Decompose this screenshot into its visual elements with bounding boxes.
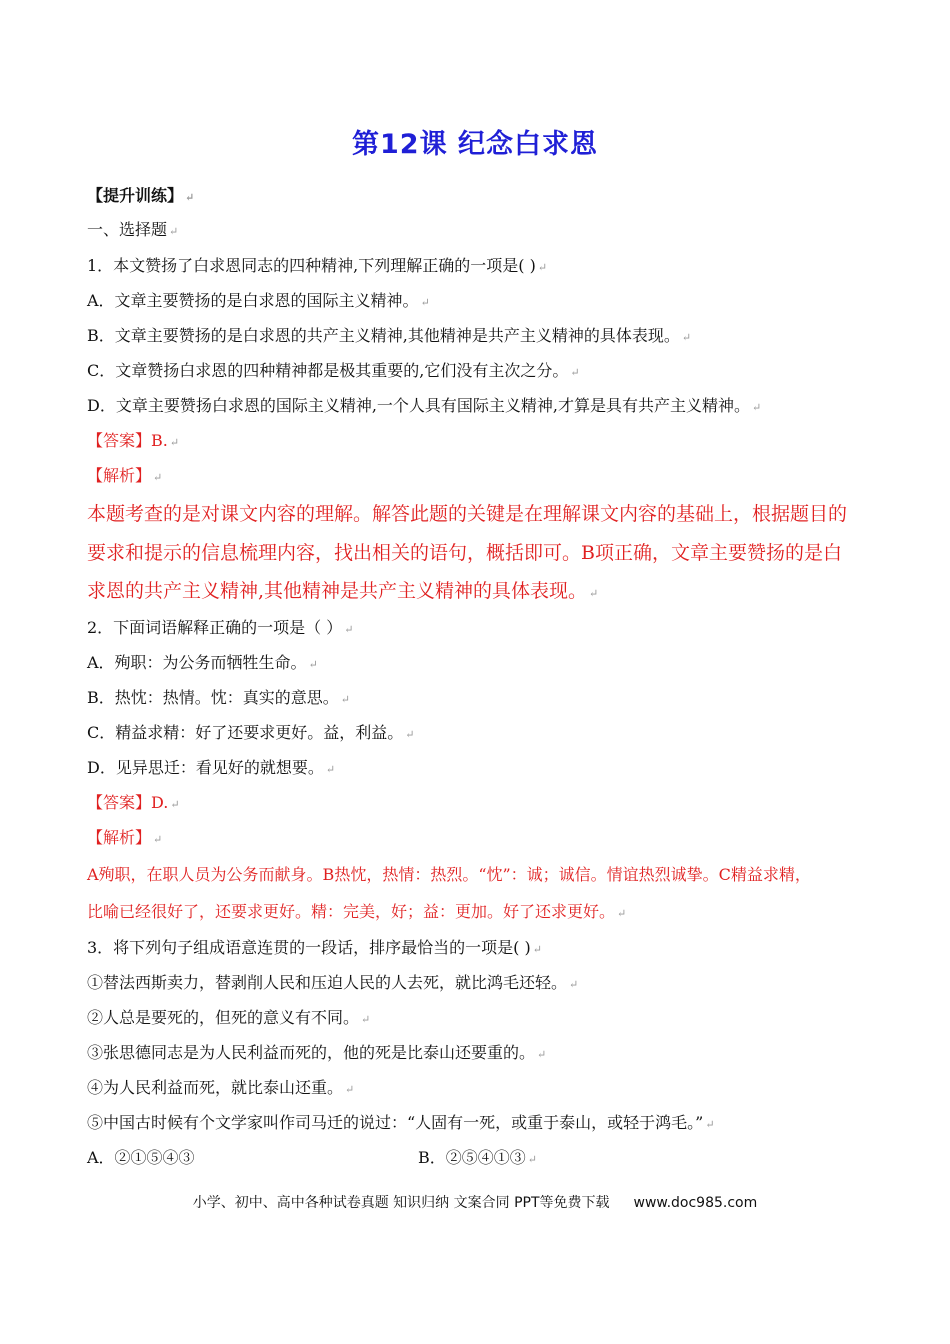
- section-heading: 【提升训练】 ↵: [87, 186, 195, 205]
- page-title: 第12课 纪念白求恩: [352, 129, 598, 160]
- q3-item-2: ②人总是要死的，但死的意义有不同。 ↵: [87, 1008, 371, 1027]
- q2-option-a: A．殉职：为公务而牺牲生命。 ↵: [87, 653, 318, 672]
- q1-option-d: D．文章主要赞扬白求恩的国际主义精神,一个人具有国际主义精神,才算是具有共产主义精神。 ↵: [87, 396, 762, 415]
- q3-item-5: ⑤中国古时候有个文学家叫作司马迁的说过：“人固有一死，或重于泰山，或轻于鸿毛。” ↵: [87, 1113, 715, 1132]
- q1-analysis-line: 求恩的共产主义精神,其他精神是共产主义精神的具体表现。 ↵: [87, 580, 599, 602]
- q2-analysis-label: 【解析】 ↵: [87, 828, 163, 847]
- q3-item-4: ④为人民利益而死，就比泰山还重。 ↵: [87, 1078, 355, 1097]
- q2-stem: 2．下面词语解释正确的一项是（ ） ↵: [87, 618, 354, 637]
- q2-option-d: D．见异思迁：看见好的就想要。 ↵: [87, 758, 336, 777]
- q1-option-b: B．文章主要赞扬的是白求恩的共产主义精神,其他精神是共产主义精神的具体表现。 ↵: [87, 326, 692, 345]
- q1-option-a: A．文章主要赞扬的是白求恩的国际主义精神。 ↵: [87, 291, 430, 310]
- q1-analysis-line: 本题考查的是对课文内容的理解。解答此题的关键是在理解课文内容的基础上，根据题目的: [87, 503, 848, 525]
- q1-stem: 1．本文赞扬了白求恩同志的四种精神,下列理解正确的一项是( ) ↵: [87, 256, 548, 275]
- q3-stem: 3．将下列句子组成语意连贯的一段话，排序最恰当的一项是( ) ↵: [87, 938, 542, 957]
- q3-option-b: B．②⑤④①③ ↵: [418, 1148, 537, 1167]
- q2-analysis-line: A殉职，在职人员为公务而献身。B热忱，热情：热烈。“忱”：诚；诚信。情谊热烈诚挚。C精益求精，: [87, 865, 811, 884]
- q1-analysis-line: 要求和提示的信息梳理内容，找出相关的语句，概括即可。B项正确，文章主要赞扬的是白: [87, 542, 842, 564]
- footer-text: 小学、初中、高中各种试卷真题 知识归纳 文案合同 PPT等免费下载: [192, 1195, 610, 1211]
- q3-item-1: ①替法西斯卖力，替剥削人民和压迫人民的人去死，就比鸿毛还轻。 ↵: [87, 973, 579, 992]
- q2-option-c: C．精益求精：好了还要求更好。益，利益。 ↵: [87, 723, 415, 742]
- footer-url[interactable]: www.doc985.com: [633, 1195, 758, 1211]
- q1-analysis-label: 【解析】 ↵: [87, 466, 163, 485]
- q3-item-3: ③张思德同志是为人民利益而死的，他的死是比泰山还要重的。 ↵: [87, 1043, 547, 1062]
- part-label: 一、选择题 ↵: [87, 220, 179, 239]
- page-footer: [0, 1192, 950, 1212]
- q2-answer: 【答案】D. ↵: [87, 793, 180, 812]
- q2-option-b: B．热忱：热情。忱：真实的意思。 ↵: [87, 688, 350, 707]
- q1-answer: 【答案】B. ↵: [87, 431, 180, 450]
- q3-option-a: A．②①⑤④③: [87, 1148, 195, 1167]
- q2-analysis-line: 比喻已经很好了，还要求更好。精：完美，好；益：更加。好了还求更好。 ↵: [87, 902, 627, 921]
- q1-option-c: C．文章赞扬白求恩的四种精神都是极其重要的,它们没有主次之分。 ↵: [87, 361, 580, 380]
